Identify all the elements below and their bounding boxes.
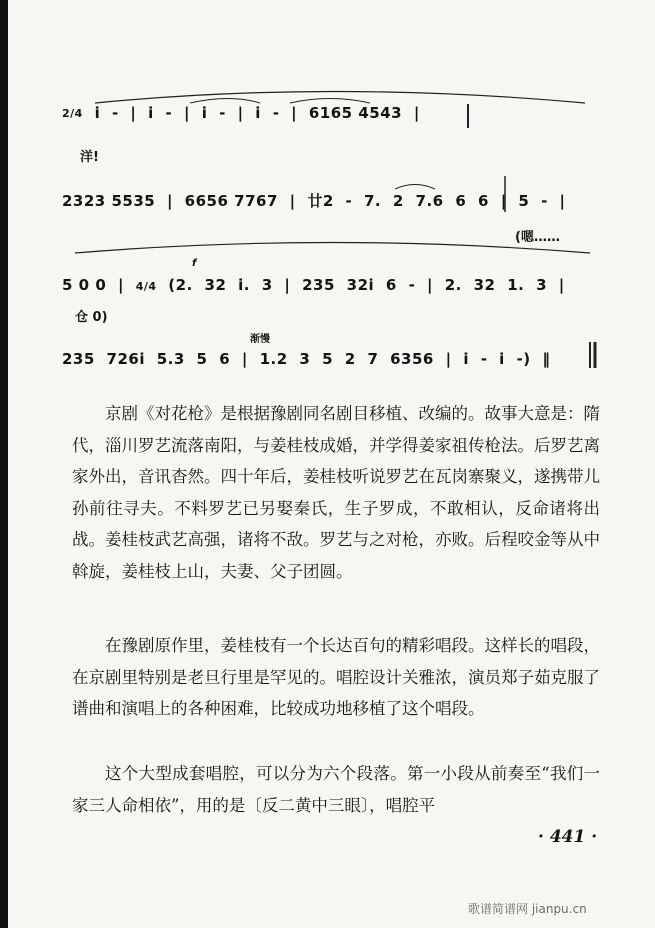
note: 6 <box>219 350 231 368</box>
paragraph-2: 在豫剧原作里，姜桂枝有一个长达百句的精彩唱段。这样长的唱段，在京剧里特别是老旦行里是罕见的。唱腔设计关雅浓，演员郑子茹克服了谱曲和演唱上的各种困难，比较成功地移植了这个唱段。 <box>72 636 600 718</box>
note: 2 <box>344 350 356 368</box>
note: i. <box>238 276 250 294</box>
barline: | <box>130 104 137 122</box>
barline: | <box>237 104 244 122</box>
note-group: 5 0 0 <box>62 276 107 294</box>
note: 6 <box>455 192 467 210</box>
note: i <box>255 104 261 122</box>
note: 5 <box>322 350 334 368</box>
lyric-line-2: (嗯…… <box>515 230 560 245</box>
page-number: · 441 · <box>538 827 598 847</box>
note: - <box>480 350 488 368</box>
paragraph-3: 这个大型成套唱腔，可以分为六个段落。第一小段从前奏至“我们一家三人命相依”，用的是〔反二黄中三眼〕，唱腔平 <box>72 764 600 815</box>
note: 7 <box>367 350 379 368</box>
dynamic-mark: f <box>192 258 197 269</box>
note: 3 <box>299 350 311 368</box>
barline: | <box>427 276 434 294</box>
note: 235 <box>62 350 95 368</box>
barline: | <box>558 276 565 294</box>
note: - <box>408 276 416 294</box>
time-signature: 2/4 <box>62 106 83 120</box>
note: 2. <box>444 276 462 294</box>
note-group: 6165 4543 <box>308 104 403 122</box>
note: 7. <box>363 192 382 210</box>
lyric-line-1: 洋! <box>80 150 99 165</box>
slur-1 <box>190 99 260 104</box>
note: 1. <box>507 276 525 294</box>
note: 32 <box>473 276 496 294</box>
note-group: 2323 5535 <box>62 192 156 210</box>
note: -) <box>516 350 531 368</box>
slur-line3 <box>75 243 590 254</box>
barline: | <box>166 192 173 210</box>
note: i <box>148 104 154 122</box>
note-group: 6656 7767 <box>184 192 278 210</box>
note: 32i <box>346 276 375 294</box>
tempo-mark: 渐慢 <box>250 334 270 345</box>
note: 5 <box>196 350 208 368</box>
barline: | <box>118 276 124 294</box>
note: - <box>111 104 119 122</box>
note: - <box>541 192 548 210</box>
note: 廿2 <box>307 192 334 210</box>
final-barline: ‖ <box>542 350 551 368</box>
barline: | <box>184 104 190 122</box>
note: 6 <box>478 192 489 210</box>
note: 6 <box>385 276 397 294</box>
note: 726i <box>106 350 145 368</box>
note: 1.2 <box>259 350 288 368</box>
barline: | <box>445 350 452 368</box>
note: 3 <box>261 276 273 294</box>
notation-line-4 <box>62 350 591 368</box>
time-signature: 4/4 <box>135 280 157 293</box>
note: 235 <box>302 276 335 294</box>
note: (2. <box>168 276 193 294</box>
note: i <box>499 350 505 368</box>
note-group: 6356 <box>390 350 434 368</box>
note: - <box>345 192 353 210</box>
note: - <box>165 104 173 122</box>
note: i <box>201 104 208 122</box>
note: - <box>272 104 280 122</box>
note: 7.6 <box>415 192 444 210</box>
note: 2 <box>392 192 404 210</box>
note: 5 <box>518 192 530 210</box>
lyric-line-3: 仓 0) <box>75 310 108 325</box>
barline: | <box>559 192 566 210</box>
note: 32 <box>204 276 227 294</box>
note: i <box>463 350 469 368</box>
note: 5.3 <box>156 350 185 368</box>
barline: | <box>289 192 296 210</box>
note: 3 <box>536 276 548 294</box>
note: i <box>94 104 101 122</box>
watermark: 歌谱简谱网 jianpu.cn <box>468 902 587 916</box>
notation-line-2 <box>62 190 591 211</box>
notation-line-1 <box>62 104 591 122</box>
barline: | <box>413 104 420 122</box>
notation-line-3 <box>62 276 591 294</box>
barline: | <box>500 192 507 210</box>
barline: | <box>291 104 298 122</box>
barline: | <box>241 350 248 368</box>
paragraph-1: 京剧《对花枪》是根据豫剧同名剧目移植、改编的。故事大意是：隋代，淄川罗艺流落南阳，与姜桂枝成婚，并学得姜家祖传枪法。后罗艺离家外出，音讯杳然。四十年后，姜桂枝听说罗艺在瓦岗寨聚义，遂携带儿孙前往寻夫。不料罗艺已另娶秦氏，生子罗成，不敢相认，反命诸将出战。姜桂枝武艺高强，诸将不敌。罗艺与之对枪，亦败。后程咬金等从中斡旋，姜桂枝上山，夫妻、父子团圆。 <box>72 404 600 581</box>
slur-2 <box>290 99 370 104</box>
note: - <box>219 104 226 122</box>
barline: | <box>284 276 291 294</box>
slur-3 <box>395 185 435 190</box>
slur-line1 <box>95 92 585 104</box>
